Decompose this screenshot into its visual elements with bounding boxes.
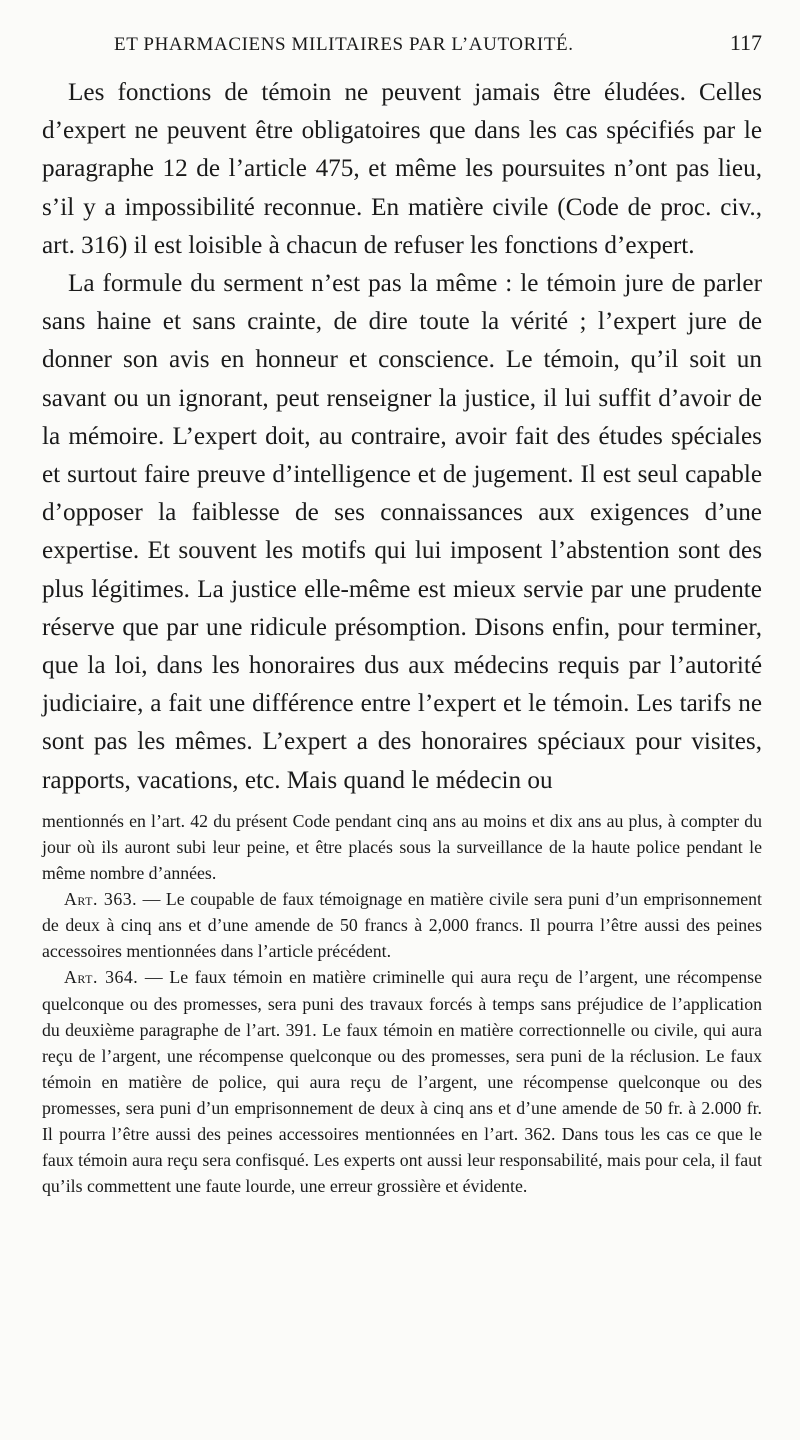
- body-paragraph: La formule du serment n’est pas la même : le témoin jure de parler sans haine et sans crainte, de dire toute la vérité ; l’expert jure de donner son avis en honneur et conscience. Le témoin, qu’il soit un savant ou un ignorant, peut renseigner la justice, il lui suffit d’avoir de la mémoire. L’expert doit, au contraire, avoir fait des études spéciales et surtout faire preuve d’intelligence et de jugement. Il est seul capable d’opposer la faiblesse de ses connaissances aux exigences d’une expertise. Et souvent les motifs qui lui imposent l’abstention sont des plus légitimes. La justice elle-même est mieux servie par une prudente réserve que par une ridicule présomption. Disons enfin, pour terminer, que la loi, dans les honoraires dus aux médecins requis par l’autorité judiciaire, a fait une différence entre l’expert et le témoin. Les tarifs ne sont pas les mêmes. L’expert a des honoraires spéciaux pour visites, rapports, vacations, etc. Mais quand le médecin ou: [42, 270, 762, 794]
- body-paragraph: Les fonctions de témoin ne peuvent jamais être éludées. Celles d’expert ne peuvent être obligatoires que dans les cas spécifiés par le paragraphe 12 de l’article 475, et même les poursuites n’ont pas lieu, s’il y a impossibilité reconnue. En matière civile (Code de proc. civ., art. 316) il est loisible à chacun de refuser les fonctions d’expert.: [42, 79, 762, 259]
- article-label: Art. 363.: [64, 889, 138, 910]
- running-head: [42, 30, 762, 74]
- running-title: ET PHARMACIENS MILITAIRES PAR L’AUTORITÉ.: [114, 34, 574, 55]
- note-continuation: mentionnés en l’art. 42 du présent Code pendant cinq ans au moins et dix ans au plus, à compter du jour où ils auront subi leur peine, et être placés sous la surveillance de la haute police pendant le même nombre d’années.: [42, 810, 762, 884]
- article-text: — Le coupable de faux témoignage en matière civile sera puni d’un emprisonnement de deux à cinq ans et d’une amende de 50 francs à 2,000 francs. Il pourra l’être aussi des peines accessoires mentionnées dans l’article précédent.: [42, 889, 762, 962]
- page-number: 117: [729, 30, 762, 55]
- note-article-364: [42, 964, 762, 1199]
- article-label: Art. 364.: [64, 967, 139, 988]
- note-article-363: [42, 886, 762, 964]
- footnotes: [42, 808, 762, 1199]
- main-text: [42, 74, 762, 800]
- article-text: — Le faux témoin en matière criminelle qui aura reçu de l’argent, une récompense quelconque ou des promesses, sera puni des travaux forcés à temps sans préjudice de l’application du deuxième paragraphe de l’art. 391. Le faux témoin en matière correctionnelle ou civile, qui aura reçu de l’argent, une récompense quelconque ou des promesses, sera puni de la réclusion. Le faux témoin en matière de police, qui aura reçu de l’argent, une récompense quelconque ou des promesses, sera puni d’un emprisonnement de deux à cinq ans et d’une amende de 50 fr. à 2.000 fr. Il pourra l’être aussi des peines accessoires mentionnées en l’art. 362. Dans tous les cas ce que le faux témoin aura reçu sera confisqué. Les experts ont aussi leur responsabilité, mais pour cela, il faut qu’ils commettent une faute lourde, une erreur grossière et évidente.: [42, 967, 762, 1197]
